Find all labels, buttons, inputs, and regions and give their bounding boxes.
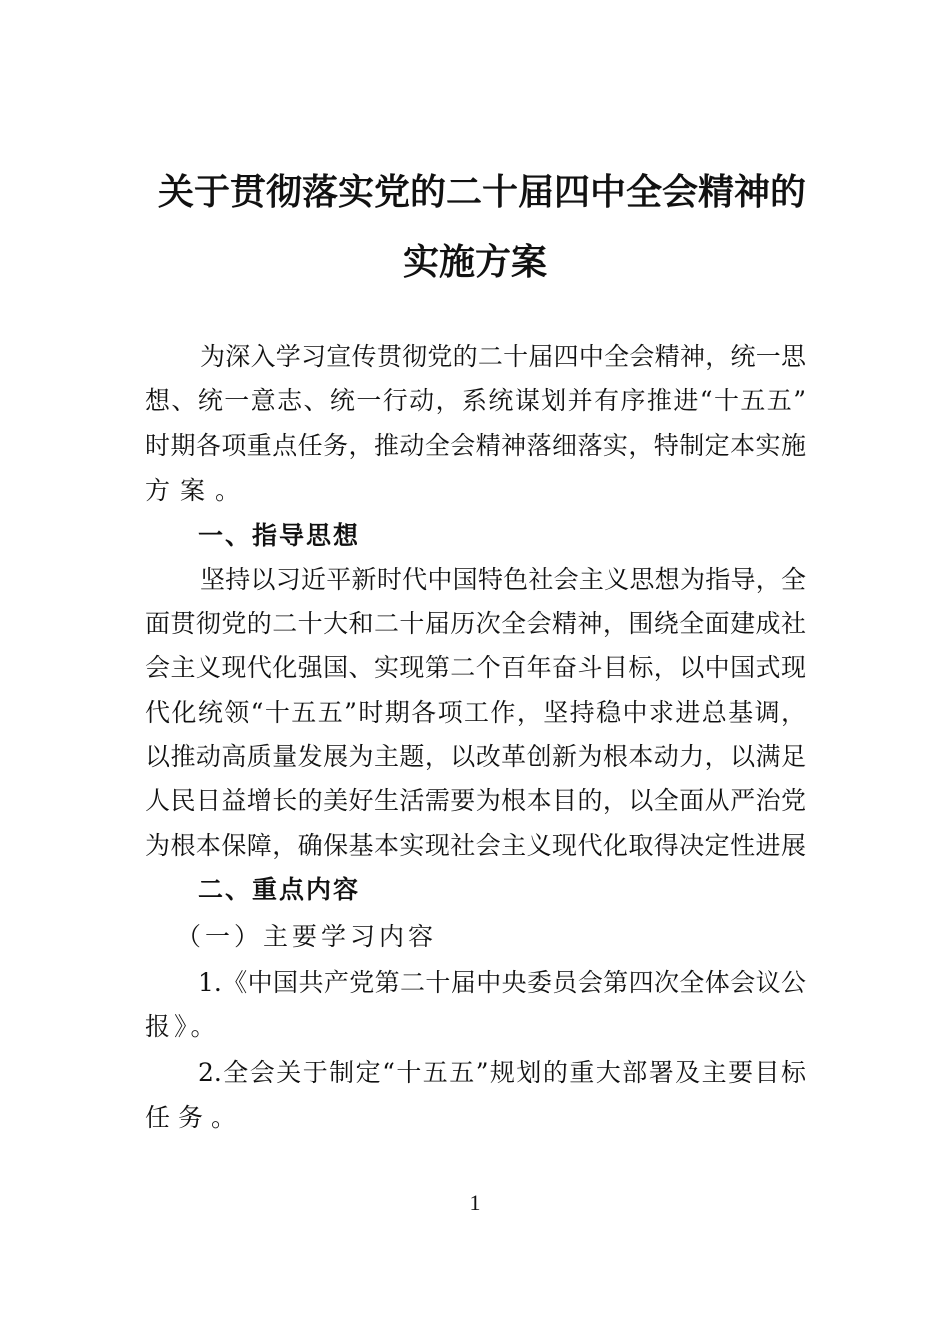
page-number: 1 (469, 1190, 481, 1215)
section-1-line: 代化统领“十五五”时期各项工作，坚持稳中求进总基调， (145, 698, 806, 727)
section-1-line: 面贯彻党的二十大和二十届历次全会精神，围绕全面建成社 (145, 609, 806, 638)
title-line-2: 实施方案 (402, 242, 547, 283)
intro-line: 想、统一意志、统一行动，系统谋划并有序推进“十五五” (145, 386, 806, 415)
intro-line: 为深入学习宣传贯彻党的二十届四中全会精神，统一思 (200, 342, 806, 371)
section-1-heading: 一、指导思想 (198, 521, 361, 550)
section-1-line: 以推动高质量发展为主题，以改革创新为根本动力，以满足 (145, 742, 806, 771)
section-1-line: 坚持以习近平新时代中国特色社会主义思想为指导，全 (200, 565, 806, 594)
title-line-1: 关于贯彻落实党的二十届四中全会精神的 (158, 172, 807, 213)
intro-line: 时期各项重点任务，推动全会精神落细落实，特制定本实施 (145, 431, 806, 460)
section-1-line: 人民日益增长的美好生活需要为根本目的，以全面从严治党 (145, 786, 806, 815)
section-1-line: 为根本保障，确保基本实现社会主义现代化取得决定性进展 (145, 831, 806, 860)
list-item-1-cont: 报》。 (145, 1012, 220, 1041)
intro-line: 方案。 (145, 476, 251, 505)
list-item-2-cont: 任务。 (145, 1103, 245, 1132)
section-1-line: 会主义现代化强国、实现第二个百年奋斗目标，以中国式现 (145, 653, 806, 682)
subsection-heading: （一）主要学习内容 (176, 922, 438, 951)
section-2-heading: 二、重点内容 (198, 875, 361, 904)
list-item-1: 1.《中国共产党第二十届中央委员会第四次全体会议公 (198, 968, 806, 997)
list-item-2: 2.全会关于制定“十五五”规划的重大部署及主要目标 (198, 1058, 806, 1087)
